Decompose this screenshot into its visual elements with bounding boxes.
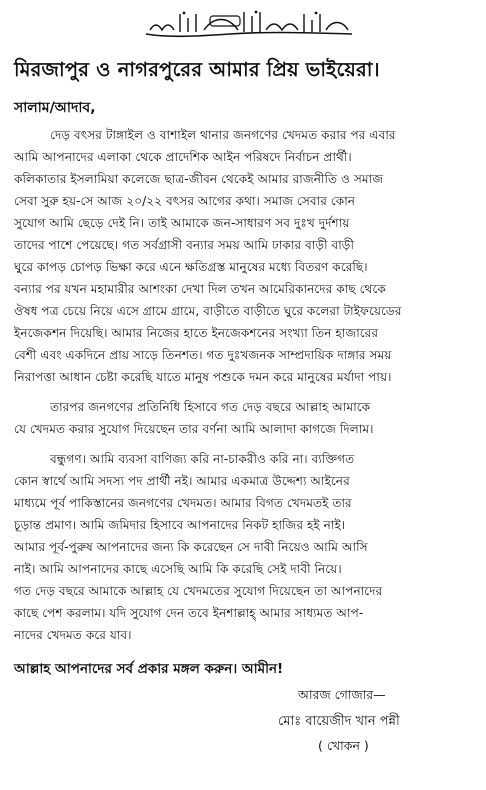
body-line: বন্ধুগণ। আমি ব্যবসা বাণিজ্য করি না-চাকরীও করি না। ব্যক্তিগত xyxy=(50,452,355,466)
body-line: নাই। আমি আপনাদের কাছে এসেছি আমি কি করেছি সেই দাবী নিয়ে। xyxy=(14,562,342,576)
signature-name: মোঃ বায়েজীদ খান পন্নী xyxy=(278,714,400,729)
body-line: নাদের খেদমত করে যাব। xyxy=(14,628,132,642)
body-line: বেশী এবং একদিনে প্রায় সাড়ে তিনশত। গত দুঃখজনক সাম্প্রদায়িক দাঙ্গার সময় xyxy=(14,348,392,362)
body-line: দেড় বৎসর টাঙ্গাইল ও বাশাইল থানার জনগণের খেদমত করার পর এবার xyxy=(50,128,396,142)
body-line: গত দেড় বছরে আমাকে আল্লাহ যে খেদমতের সুযোগ দিয়েছেন তা আপনাদের xyxy=(14,584,383,598)
bismillah-calligraphy xyxy=(140,8,358,40)
salutation: সালাম/আদাব, xyxy=(14,100,96,116)
body-line: নিরাপত্তা আধান চেষ্টা করেছি যাতে মানুষ পশুকে দমন করে মানুষের মর্যাদা পায়। xyxy=(14,370,392,384)
body-line: মাধ্যমে পূর্ব পাকিস্তানের জনগণের খেদমত। আমার বিগত খেদমতই তার xyxy=(14,496,352,510)
body-line: ঔষধ পত্র চেয়ে নিয়ে এসে গ্রামে গ্রামে, বাড়ীতে বাড়ীতে ঘুরে কলেরা টাইফয়েডের xyxy=(14,304,402,318)
body-line: তাদের পাশে পেয়েছে। গত সর্বগ্রাসী বন্যার সময় আমি ঢাকার বাড়ী বাড়ী xyxy=(14,238,354,252)
body-line: সেবা সুরু হয়-সে আজ ২০/২২ বৎসর আগের কথা। সমাজ সেবার কোন xyxy=(14,194,356,208)
page-title: মিরজাপুর ও নাগরপুরের আমার প্রিয় ভাইয়েরা। xyxy=(14,58,380,81)
body-line: যে খেদমত করার সুযোগ দিয়েছেন তার বর্ণনা আমি আলাদা কাগজে দিলাম। xyxy=(14,422,374,436)
body-line: ঘুরে কাপড় চোপড় ভিক্ষা করে এনে ক্ষতিগ্রস্ত মানুষের মধ্যে বিতরণ করেছি। xyxy=(14,260,368,274)
body-line: কলিকাতার ইসলামিয়া কলেজে ছাত্র-জীবন থেকেই আমার রাজনীতি ও সমাজ xyxy=(14,172,384,186)
body-line: ইনজেকশন দিয়েছি। আমার নিজের হাতে ইনজেকশনের সংখ্যা তিন হাজারের xyxy=(14,326,379,340)
closing-prayer: আল্লাহ আপনাদের সর্ব প্রকার মঙ্গল করুন। আমীন! xyxy=(14,661,284,677)
body-line: আমি আপনাদের এলাকা থেকে প্রাদেশিক আইন পরিষদে নির্বাচন প্রার্থী। xyxy=(14,150,352,164)
body-line: বন্যার পর যখন মহামারীর আশংকা দেখা দিল তখন আমেরিকানদের কাছ থেকে xyxy=(14,282,386,296)
calligraphy-ornament-icon xyxy=(140,8,358,40)
body-line: তারপর জনগণের প্রতিনিধি হিসাবে গত দেড় বছরে আল্লাহ আমাকে xyxy=(50,400,371,414)
body-line: আমার পূর্ব-পুরুষ আপনাদের জন্য কি করেছেন সে দাবী নিয়েও আমি আসি xyxy=(14,540,368,554)
body-line: চূড়ান্ত প্রমাণ। আমি জমিদার হিসাবে আপনাদের নিকট হাজির হই নাই। xyxy=(14,518,346,532)
body-line: সুযোগ আমি ছেড়ে দেই নি। তাই আমাকে জন-সাধারণ সব দুঃখ দুর্দশায় xyxy=(14,216,350,230)
body-line: কাছে পেশ করলাম। যদি সুযোগ দেন তবে ইনশাল্লাহ্ আমার সাধ্যমত আপ- xyxy=(14,606,364,620)
signature-nickname: ( খোকন ) xyxy=(318,738,369,753)
signature-greeting: আরজ গোজার— xyxy=(298,687,386,702)
body-line: কোন স্বার্থে আমি সদস্য পদ প্রার্থী নই। আমার একমাত্র উদ্দেশ্য আইনের xyxy=(14,474,350,488)
